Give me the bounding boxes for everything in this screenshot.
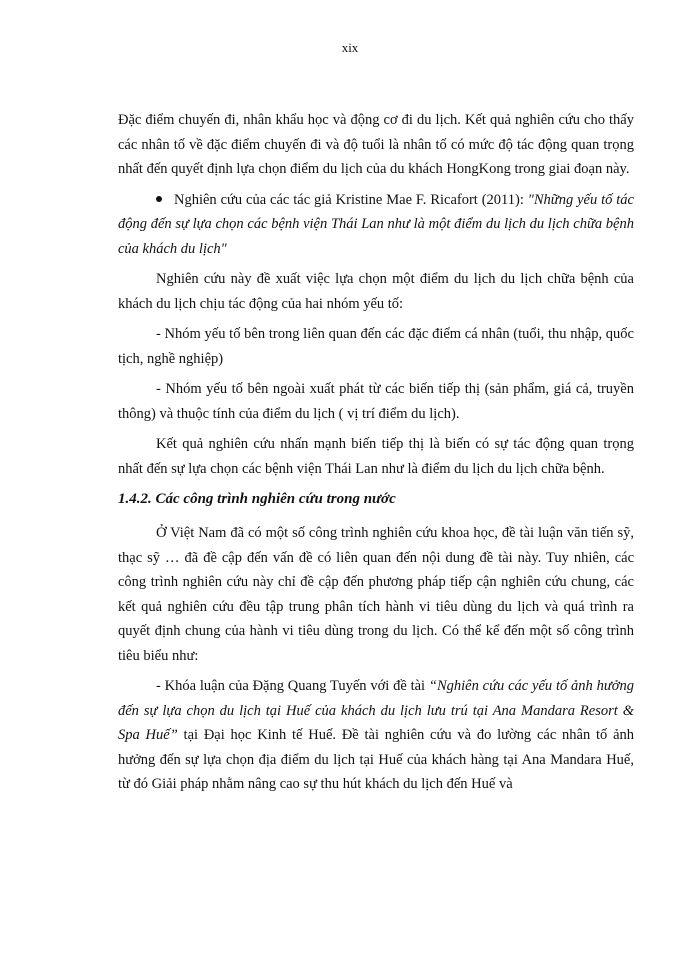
dash-suffix: tại Đại học Kinh tế Huế. Đề tài nghiên cứu và đo lường các nhân tố ảnh hưởng đến sự lựa chọn địa điểm du lịch tại Huế của khách hàng tại Ana Mandara Huế, từ đó Giải pháp nhằm nâng cao sự thu hút khách du lịch đến Huế và: [118, 727, 635, 792]
page-body: [118, 108, 634, 803]
paragraph-continued: Đặc điểm chuyến đi, nhân khẩu học và động cơ đi du lịch. Kết quả nghiên cứu cho thấy các nhân tố về đặc điểm chuyến đi và độ tuổi là nhân tố có mức độ tác động quan trọng nhất đến quyết định lựa chọn điểm du lịch của du khách HongKong trong giai đoạn này.: [118, 112, 634, 177]
dash-item-internal-factors: - Nhóm yếu tố bên trong liên quan đến các đặc điểm cá nhân (tuổi, thu nhập, quốc tịch, nghề nghiệp): [118, 326, 634, 367]
thesis-title: “Nghiên cứu các yếu tố ảnh hưởng đến sự lựa chọn du lịch tại Huế của khách du lịch lưu trú tại Ana Mandara Resort & Spa Huế”: [118, 678, 634, 743]
bullet-dot-icon: [156, 196, 162, 202]
paragraph-study-summary: Nghiên cứu này đề xuất việc lựa chọn một điểm du lịch du lịch chữa bệnh của khách du lịch chịu tác động của hai nhóm yếu tố:: [118, 271, 634, 312]
page-number: xix: [341, 40, 359, 55]
paragraph-study-result: Kết quả nghiên cứu nhấn mạnh biến tiếp thị là biến có sự tác động quan trọng nhất đến sự lựa chọn các bệnh viện Thái Lan như là điểm du lịch du lịch chữa bệnh.: [118, 436, 634, 477]
dash-prefix: - Khóa luận của Đặng Quang Tuyến với đề tài: [156, 678, 429, 694]
paragraph-domestic-research: Ở Việt Nam đã có một số công trình nghiên cứu khoa học, đề tài luận văn tiến sỹ, thạc sỹ … đã đề cập đến vấn đề có liên quan đến nội dung đề tài này. Tuy nhiên, các công trình nghiên cứu này chỉ đề cập đến phương pháp tiếp cận nghiên cứu chung, các kết quả nghiên cứu đều tập trung phân tích hành vi tiêu dùng du lịch và quá trình ra quyết định chung của hành vi tiêu dùng trong du lịch. Có thể kể đến một số công trình tiêu biểu như:: [118, 525, 634, 664]
bullet-prefix: Nghiên cứu của các tác giả Kristine Mae F. Ricafort (2011):: [174, 191, 528, 208]
dash-item-thesis: [118, 674, 634, 797]
dash-item-external-factors: - Nhóm yếu tố bên ngoài xuất phát từ các biến tiếp thị (sản phẩm, giá cả, truyền thông) và thuộc tính của điểm du lịch ( vị trí điểm du lịch).: [118, 381, 634, 422]
bullet-study-title: "Những yếu tố tác động đến sự lựa chọn các bệnh viện Thái Lan như là một điểm du lịch du lịch chữa bệnh của khách du lịch": [118, 191, 634, 257]
section-heading: 1.4.2. Các công trình nghiên cứu trong nước: [118, 491, 396, 507]
bullet-item-ricafort: [118, 188, 634, 262]
